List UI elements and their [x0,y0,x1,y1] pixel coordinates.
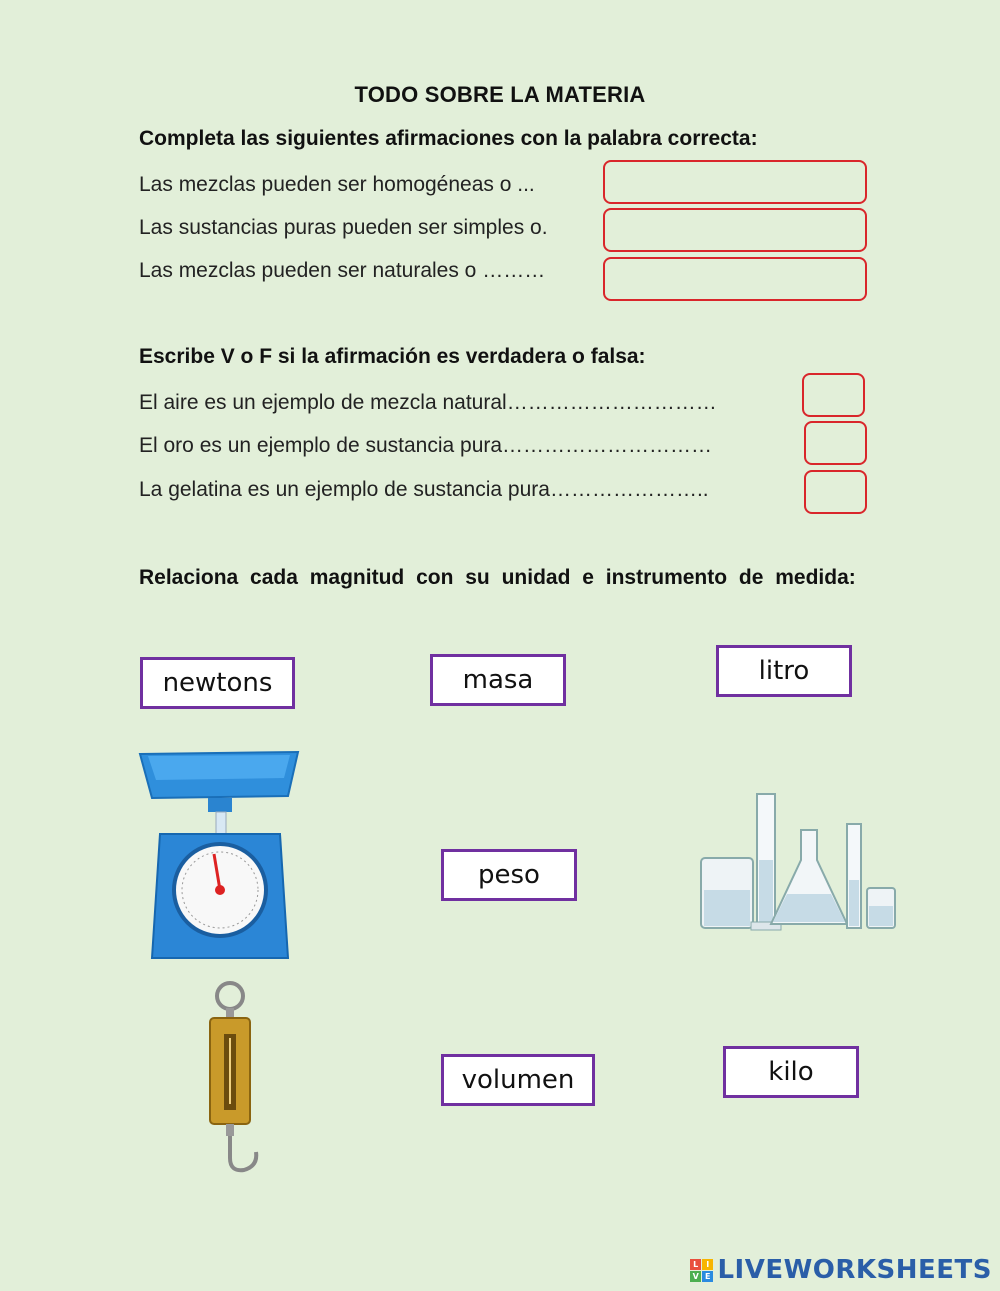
statement-3: Las mezclas pueden ser naturales o ……… [139,259,546,282]
statement-2: Las sustancias puras pueden ser simples o. [139,216,548,239]
page-title: TODO SOBRE LA MATERIA [354,82,646,107]
section3-heading: Relaciona cada magnitud con su unidad e instrumento de medida: [139,566,856,589]
section1-heading: Completa las siguientes afirmaciones con la palabra correcta: [139,127,758,150]
liveworksheets-logo-icon [690,1259,713,1282]
section2-heading: Escribe V o F si la afirmación es verdadera o falsa: [139,345,646,368]
liveworksheets-logo [690,1255,992,1285]
logo-letter-e: E [702,1271,713,1282]
lab-glassware-image [697,790,897,935]
brand-name: LIVEWORKSHEETS [717,1255,992,1285]
logo-letter-v: V [690,1271,701,1282]
answer-input-2[interactable] [603,208,867,252]
logo-letter-i: I [702,1259,713,1270]
logo-letter-l: L [690,1259,701,1270]
card-peso[interactable]: peso [441,849,577,901]
card-kilo[interactable]: kilo [723,1046,859,1098]
card-volumen[interactable]: volumen [441,1054,595,1106]
tf-input-2[interactable] [804,421,867,465]
card-masa[interactable]: masa [430,654,566,706]
answer-input-1[interactable] [603,160,867,204]
tf-statement-2: El oro es un ejemplo de sustancia pura………………………… [139,434,713,457]
card-litro[interactable]: litro [716,645,852,697]
card-newtons[interactable]: newtons [140,657,295,709]
spring-balance-image [200,980,270,1176]
kitchen-scale-image [138,748,302,962]
answer-input-3[interactable] [603,257,867,301]
tf-input-3[interactable] [804,470,867,514]
statement-1: Las mezclas pueden ser homogéneas o ... [139,173,535,196]
tf-statement-1: El aire es un ejemplo de mezcla natural………………………… [139,391,717,414]
tf-input-1[interactable] [802,373,865,417]
tf-statement-3: La gelatina es un ejemplo de sustancia pura………………….. [139,478,709,501]
